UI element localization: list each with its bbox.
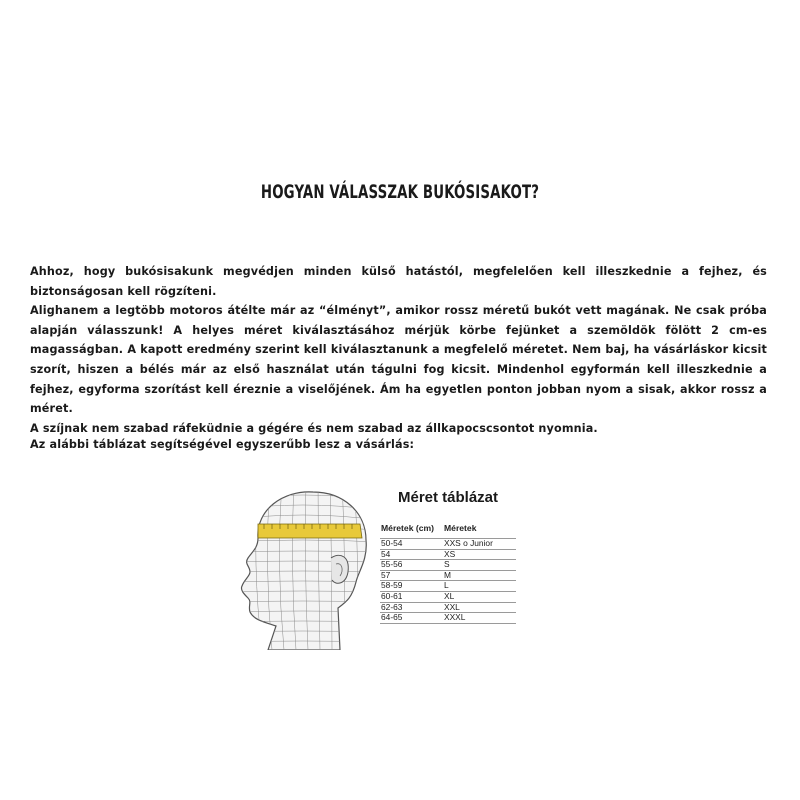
- size-label: XL: [443, 591, 516, 602]
- column-header: Méretek: [444, 523, 477, 533]
- body-text: [30, 262, 767, 438]
- size-cm: 62-63: [380, 602, 443, 613]
- paragraph: Ahhoz, hogy bukósisakunk megvédjen minden külső hatástól, megfelelően kell illeszkednie a fejhez, és biztonságosan kell rögzíteni.: [30, 265, 767, 298]
- table-row: [380, 560, 516, 571]
- head-measurement-illustration: [228, 480, 378, 650]
- paragraph: Alighanem a legtöbb motoros átélte már az “élményt”, amikor rossz méretű bukót vett magának. Ne csak próba alapján válasszunk! A helyes méret kiválasztásához mérjük körbe fejünket a szemöldök fölött 2 cm-es magasságban. A kapott eredmény szerint kell kiválasztanunk a megfelelő méretet. Nem baj, ha vásárláskor kicsit szorít, hiszen a bélés már az első használat után tágulni fog kicsit. Mindenhol egyformán kell illeszkednie a fejhez, egyforma szorítást kell éreznie a viselőjének. Ám ha egyetlen ponton jobban nyom a sisak, akkor rossz a méret.: [30, 304, 767, 416]
- size-label: XS: [443, 549, 516, 560]
- column-header: Méretek (cm): [381, 523, 435, 533]
- page-title: HOGYAN VÁLASSZAK BUKÓSISAKOT?: [260, 181, 540, 203]
- size-cm: 64-65: [380, 613, 443, 624]
- size-label: XXL: [443, 602, 516, 613]
- size-cm: 50-54: [380, 539, 443, 550]
- size-label: L: [443, 581, 516, 592]
- table-row: [380, 581, 516, 592]
- table-row: [380, 602, 516, 613]
- table-row: [380, 549, 516, 560]
- table-row: [380, 570, 516, 581]
- table-row: [380, 539, 516, 550]
- paragraph: A szíjnak nem szabad ráfeküdnie a gégére és nem szabad az állkapocscsontot nyomnia.: [30, 421, 598, 435]
- size-label: XXS o Junior: [443, 539, 516, 550]
- table-intro: Az alábbi táblázat segítségével egyszerűbb lesz a vásárlás:: [30, 438, 415, 451]
- size-cm: 58-59: [380, 581, 443, 592]
- size-label: XXXL: [443, 613, 516, 624]
- size-table: [380, 521, 516, 624]
- table-row: [380, 591, 516, 602]
- table-row: [380, 613, 516, 624]
- size-label: M: [443, 570, 516, 581]
- size-cm: 57: [380, 570, 443, 581]
- size-cm: 60-61: [380, 591, 443, 602]
- size-cm: 54: [380, 549, 443, 560]
- size-table-title: Méret táblázat: [397, 489, 499, 506]
- size-cm: 55-56: [380, 560, 443, 571]
- size-label: S: [443, 560, 516, 571]
